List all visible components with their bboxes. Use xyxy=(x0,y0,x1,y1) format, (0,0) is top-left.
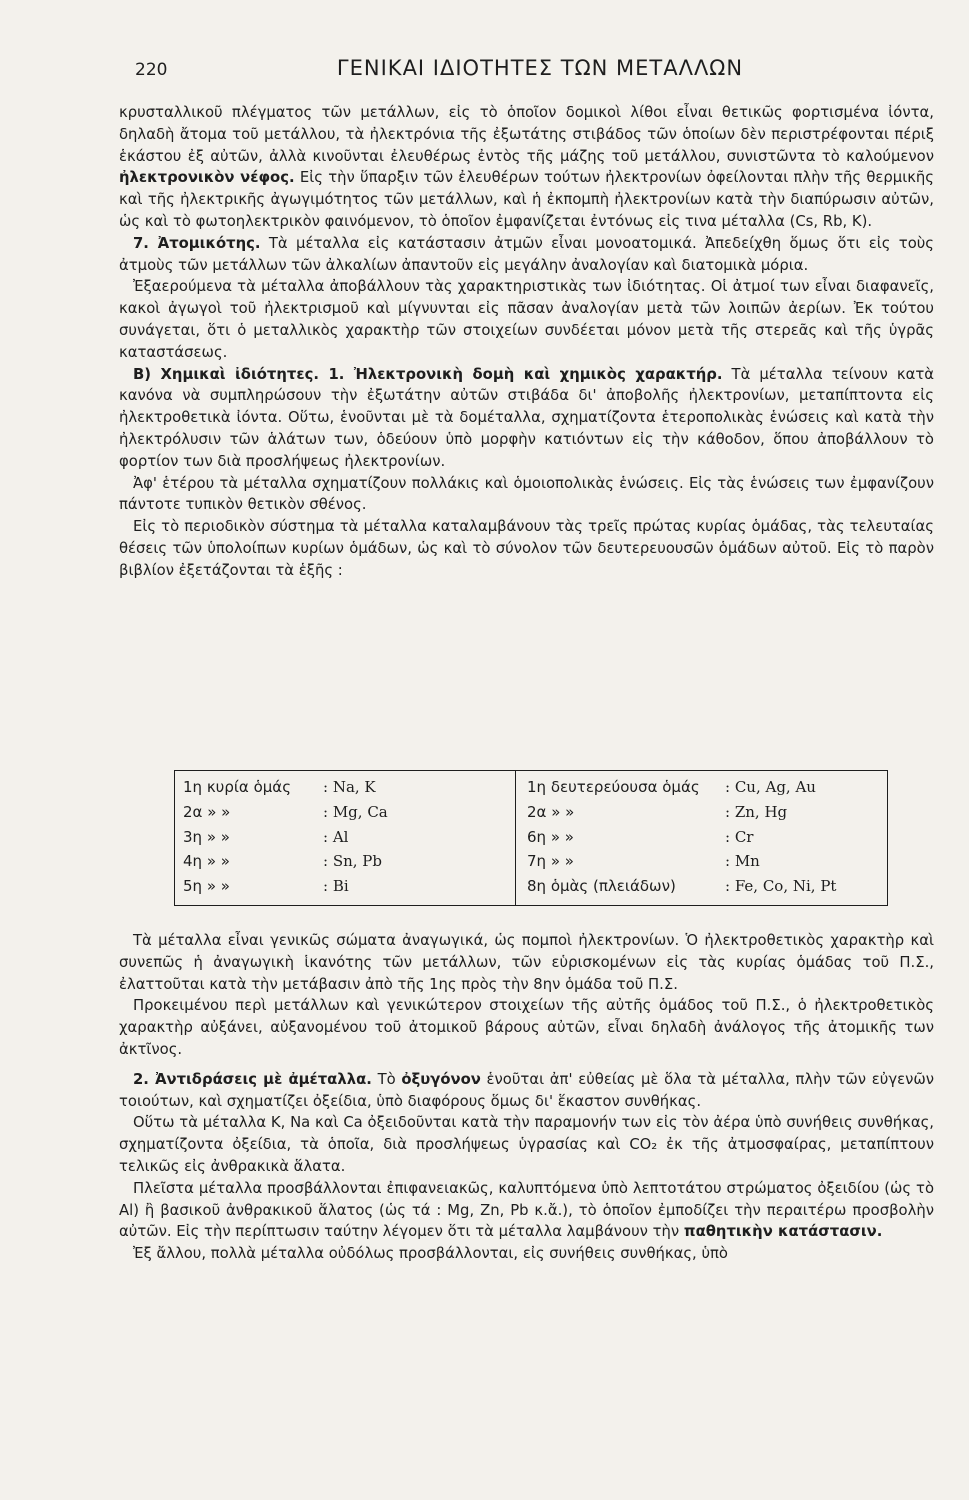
paragraph: Ἀφ' ἑτέρου τὰ μέταλλα σχηματίζουν πολλάκις καὶ ὁμοιοπολικὰς ἑνώσεις. Εἰς τὰς ἑνώσεις των ἐμφανίζουν πάντοτε τυπικὸν θετικὸν σθένος. xyxy=(119,474,934,514)
table-row: 1η δευτερεύουσα ὁμάς : Cu, Ag, Au xyxy=(527,778,816,796)
table-row: 6η » » : Cr xyxy=(527,827,754,846)
paragraph: Προκειμένου περὶ μετάλλων καὶ γενικώτερον στοιχείων τῆς αὐτῆς ὁμάδος τοῦ Π.Σ., ὁ ἠλεκτροθετικὸς χαρακτὴρ αὐξάνει, αὐξανομένου τοῦ ἀτομικοῦ βάρους αὐτῶν, εἶναι δηλαδὴ ἀνάλογος τῆς ἀτομικῆς των ἀκτῖνος. xyxy=(119,997,934,1058)
table-row: 4η » » : Sn, Pb xyxy=(183,852,382,871)
section-heading: Β) Χημικαὶ ἰδιότητες. 1. Ἠλεκτρονικὴ δομὴ καὶ χημικὸς χαρακτήρ. xyxy=(133,365,723,383)
section-heading: 7. Ἀτομικότης. xyxy=(133,234,261,252)
text-block-lower xyxy=(119,930,934,1265)
paragraph: Ἐξαερούμενα τὰ μέταλλα ἀποβάλλουν τὰς χαρακτηριστικὰς των ἰδιότητας. Οἱ ἀτμοί των εἶναι διαφανεῖς, κακοὶ ἀγωγοὶ τοῦ ἠλεκτρισμοῦ καὶ μίγνυνται εἰς πᾶσαν ἀναλογίαν μετὰ τῶν λοιπῶν ἀερίων. Ἐκ τούτου συνάγεται, ὅτι ὁ μεταλλικὸς χαρακτὴρ τῶν στοιχείων συνδέεται μόνον μετὰ τῆς στερεᾶς καὶ τῆς ὑγρᾶς καταστάσεως. xyxy=(119,278,934,361)
page-number: 220 xyxy=(135,60,168,80)
text-block-upper xyxy=(119,102,934,582)
running-title: ΓΕΝΙΚΑΙ ΙΔΙΟΤΗΤΕΣ ΤΩΝ ΜΕΤΑΛΛΩΝ xyxy=(336,56,744,80)
paragraph: Ἐξ ἄλλου, πολλὰ μέταλλα οὐδόλως προσβάλλονται, εἰς συνήθεις συνθήκας, ὑπὸ xyxy=(133,1245,728,1263)
page-header xyxy=(0,56,969,90)
table-row: 2α » » : Mg, Ca xyxy=(183,802,388,821)
main-groups-column xyxy=(183,775,513,899)
metals-group-table xyxy=(174,770,888,906)
table-divider xyxy=(515,771,516,905)
secondary-groups-column xyxy=(527,775,883,899)
paragraph: Οὕτω τὰ μέταλλα Κ, Na καὶ Ca ὀξειδοῦνται κατὰ τὴν παραμονήν των εἰς τὸν ἀέρα ὑπὸ συνήθεις συνθήκας, σχηματίζοντα ὀξείδια, τὰ ὁποῖα, διὰ προσλήψεως ὑγρασίας καὶ CO₂ ἐκ τῆς ἀτμοσφαίρας, μεταπίπτουν τελικῶς εἰς ἀνθρακικὰ ἅλατα. xyxy=(119,1114,934,1175)
term-oxygen: ὀξυγόνον xyxy=(401,1070,481,1088)
table-row: 8η ὁμὰς (πλειάδων) : Fe, Co, Ni, Pt xyxy=(527,877,837,896)
paragraph: Τὰ μέταλλα εἶναι γενικῶς σώματα ἀναγωγικά, ὡς πομποὶ ἠλεκτρονίων. Ὁ ἠλεκτροθετικὸς χαρακτὴρ καὶ συνεπῶς ἡ ἀναγωγικὴ ἱκανότης τῶν μετάλλων, τῶν εὑρισκομένων εἰς τὰς κυρίας ὁμάδας τοῦ Π.Σ., ἐλαττοῦται κατὰ τὴν μετάβασιν ἀπὸ τῆς 1ης πρὸς τὴν 8ην ὁμάδα τοῦ Π.Σ. xyxy=(119,932,934,993)
table-row: 1η κυρία ὁμάς : Na, K xyxy=(183,778,376,796)
paragraph: Β) Χημικαὶ ἰδιότητες. 1. Ἠλεκτρονικὴ δομὴ καὶ χημικὸς χαρακτήρ. Τὰ μέταλλα τείνουν κατὰ κανόνα νὰ συμπληρώσουν τὴν ἐξωτάτην αὐτῶν στιβάδα δι' ἀποβολῆς ἠλεκτρονίων, μεταπίπτοντα εἰς ἠλεκτροθετικὰ ἰόντα. Οὕτω, ἑνοῦνται μὲ τὰ δομέταλλα, σχηματίζοντα ἑτεροπολικὰς ἑνώσεις καὶ κατὰ τὴν ἠλεκτρόλυσιν τῶν ἁλάτων των, ὁδεύουν ὑπὸ μορφὴν κατιόντων εἰς τὴν κάθοδον, ὅπου ἀποβάλλουν τὸ φορτίον των διὰ προσλήψεως ἠλεκτρονίων. xyxy=(119,365,934,470)
paragraph: 2. Ἀντιδράσεις μὲ ἀμέταλλα. Τὸ ὀξυγόνον ἑνοῦται ἀπ' εὐθείας μὲ ὅλα τὰ μέταλλα, πλὴν τῶν εὐγενῶν τοιούτων, καὶ σχηματίζει ὀξείδια, ὑπὸ διαφόρους ὅμως δι' ἕκαστον συνθήκας. xyxy=(119,1070,934,1110)
table-row: 7η » » : Mn xyxy=(527,852,760,871)
section-heading: 2. Ἀντιδράσεις μὲ ἀμέταλλα. xyxy=(133,1070,372,1088)
term-passive-state: παθητικὴν κατάστασιν. xyxy=(683,1223,883,1241)
paragraph: 7. Ἀτομικότης. Τὰ μέταλλα εἰς κατάστασιν ἀτμῶν εἶναι μονοατομικά. Ἀπεδείχθη ὅμως ὅτι εἰς τοὺς ἀτμοὺς τῶν μετάλλων τῶν ἀλκαλίων ἀπαντοῦν εἰς μεγάλην ἀναλογίαν καὶ διατομικὰ μόρια. xyxy=(119,234,934,274)
paragraph: Εἰς τὸ περιοδικὸν σύστημα τὰ μέταλλα καταλαμβάνουν τὰς τρεῖς πρώτας κυρίας ὁμάδας, τὰς τελευταίας θέσεις τῶν ὑπολοίπων κυρίων ὁμάδων, ὡς καὶ τὸ σύνολον τῶν δευτερευουσῶν ὁμάδων αὐτοῦ. Εἰς τὸ παρὸν βιβλίον ἐξετάζονται τὰ ἑξῆς : xyxy=(119,518,934,579)
term-electron-cloud: ἠλεκτρονικὸν νέφος. xyxy=(119,169,295,187)
table-row: 3η » » : Al xyxy=(183,827,349,846)
paragraph: κρυσταλλικοῦ πλέγματος τῶν μετάλλων, εἰς τὸ ὁποῖον δομικοὶ λίθοι εἶναι θετικῶς φορτισμένα ἰόντα, δηλαδὴ ἄτομα τοῦ μετάλλου, τὰ ἠλεκτρόνια τῆς ἐξωτάτης στιβάδος τῶν ὁποίων δὲν περιστρέφονται πέριξ ἑκάστου ἐξ αὐτῶν, ἀλλὰ κινοῦνται ἐλευθέρως ἐντὸς τῆς μάζης τοῦ μετάλλου, συνιστῶντα τὸ καλούμενον ἠλεκτρονικὸν νέφος. Εἰς τὴν ὕπαρξιν τῶν ἐλευθέρων τούτων ἠλεκτρονίων ὀφείλονται πλὴν τῆς θερμικῆς καὶ τῆς ἠλεκτρικῆς ἀγωγιμότητος τῶν μετάλλων, καὶ ἡ ἐκπομπὴ ἠλεκτρονίων κατὰ τὴν διαπύρωσιν αὐτῶν, ὡς καὶ τὸ φωτοηλεκτρικὸν φαινόμενον, τὸ ὁποῖον ἐμφανίζεται ἐντόνως εἰς τινα μέταλλα (Cs, Rb, K). xyxy=(119,104,934,230)
paragraph: Πλεῖστα μέταλλα προσβάλλονται ἐπιφανειακῶς, καλυπτόμενα ὑπὸ λεπτοτάτου στρώματος ὀξειδίου (ὡς τὸ Al) ἢ βασικοῦ ἀνθρακικοῦ ἅλατος (ὡς τά : Mg, Zn, Pb κ.ἄ.), τὸ ὁποῖον ἐμποδίζει τὴν περαιτέρω προσβολὴν αὐτῶν. Εἰς τὴν περίπτωσιν ταύτην λέγομεν ὅτι τὰ μέταλλα λαμβάνουν τὴν παθητικὴν κατάστασιν. xyxy=(119,1179,934,1241)
table-row: 5η » » : Bi xyxy=(183,877,349,896)
table-row: 2α » » : Zn, Hg xyxy=(527,802,788,821)
